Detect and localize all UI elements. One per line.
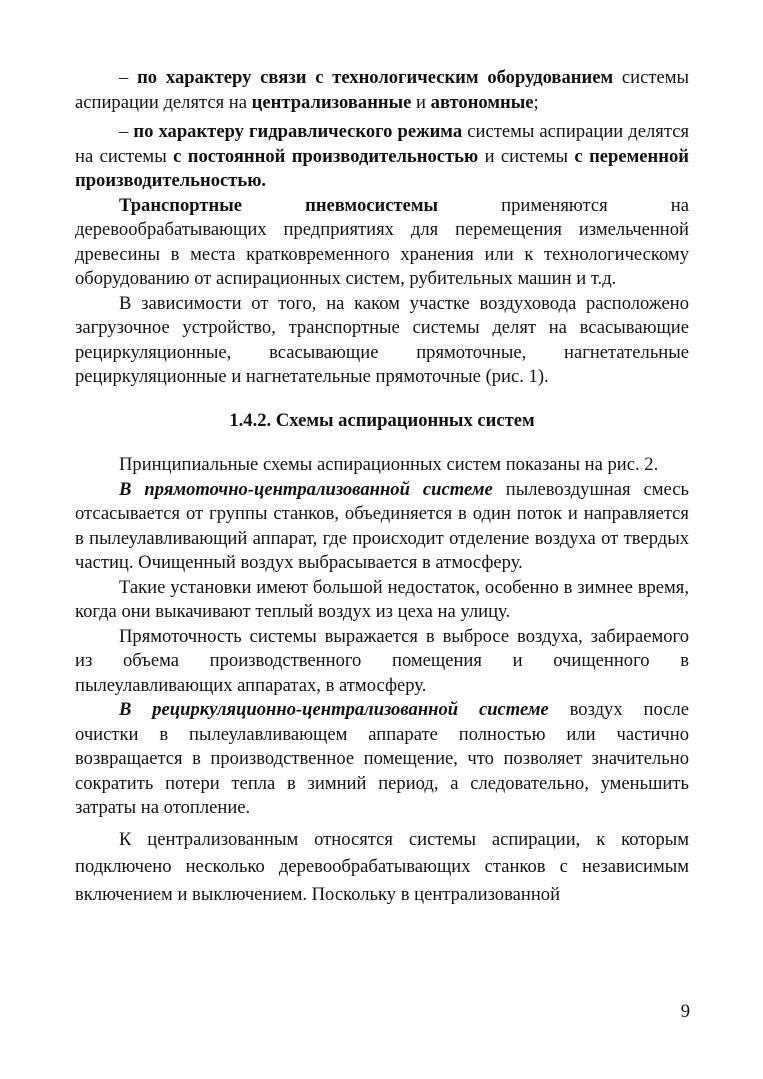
dash: – bbox=[119, 121, 134, 142]
text-run: пылевоздушная смесь отсасывается от группы станков, объединяется в один поток и направляется в пылеулавливающий аппарат, где происходит отделение воздуха от твердых частиц. Очищенный воздух выбрасывается в атмосферу. bbox=[75, 478, 690, 573]
bold-term: по характеру гидравлического режима bbox=[133, 121, 463, 142]
paragraph-connection-classification bbox=[75, 66, 689, 115]
paragraph-hydraulic-classification bbox=[75, 120, 689, 194]
dash: – bbox=[119, 67, 138, 88]
text-run: применяются на деревообрабатывающих предприятиях для перемещения измельченной древесины в места кратковременного хранения или к технологическому оборудованию от аспирационных систем, рубительных машин и т.д. bbox=[75, 194, 689, 289]
paragraph-disadvantage bbox=[75, 576, 689, 625]
text-run: системы аспирации делятся на bbox=[75, 67, 690, 113]
text-run: Принципиальные схемы аспирационных систем показаны на рис. 2. bbox=[119, 454, 659, 475]
paragraph-direct-flow-system bbox=[75, 478, 689, 576]
paragraph-transport-systems bbox=[75, 194, 689, 292]
bold-term: автономные bbox=[430, 91, 534, 113]
bold-term: централизованные bbox=[251, 91, 412, 113]
bold-term: по характеру связи с технологическим оборудованием bbox=[137, 67, 614, 88]
paragraph-schemes bbox=[75, 453, 689, 478]
section-heading: 1.4.2. Схемы аспирационных систем bbox=[229, 409, 535, 431]
bold-italic-term: В рециркуляционно-централизованной системе bbox=[119, 699, 549, 720]
text-run: Прямоточность системы выражается в выбросе воздуха, забираемого из объема производственного помещения и очищенного в пылеулавливающих аппаратах, в атмосферу. bbox=[75, 625, 689, 696]
text-body bbox=[75, 66, 689, 908]
paragraph-direct-flow-definition bbox=[75, 625, 689, 699]
paragraph-centralized bbox=[75, 826, 689, 909]
bold-term: Транспортные пневмосистемы bbox=[119, 194, 439, 216]
text-run: К централизованным относятся системы аспирации, к которым подключено несколько деревообрабатывающих станков с независимым включением и выключением. Поскольку в централизованной bbox=[75, 828, 689, 905]
text-run: и bbox=[411, 91, 431, 113]
text-run: системы аспирации делятся на системы bbox=[75, 121, 689, 167]
text-run: В зависимости от того, на каком участке воздуховода расположено загрузочное устройство, транспортные системы делят на всасывающие рециркуляционные, всасывающие прямоточные, нагнетательные рециркуляционные и нагнетательные прямоточные (рис. 1). bbox=[75, 292, 689, 387]
text-run: ; bbox=[533, 91, 539, 113]
page-number: 9 bbox=[680, 1001, 690, 1022]
paragraph-recirculation-system bbox=[75, 698, 689, 821]
text-run: Такие установки имеют большой недостаток, особенно в зимнее время, когда они выкачивают теплый воздух из цеха на улицу. bbox=[75, 576, 689, 622]
bold-term: с переменной производительностью. bbox=[75, 145, 689, 191]
text-run: воздух после очистки в пылеулавливающем аппарате полностью или частично возвращается в производственное помещение, что позволяет значительно сократить потери тепла в зимний период, а следовательно, уменьшить затраты на отопление. bbox=[75, 699, 689, 818]
text-run: и системы bbox=[478, 145, 575, 167]
bold-italic-term: В прямоточно-централизованной системе bbox=[119, 478, 493, 500]
bold-term: с постоянной производительностью bbox=[173, 145, 479, 167]
paragraph-loading-device bbox=[75, 292, 689, 390]
